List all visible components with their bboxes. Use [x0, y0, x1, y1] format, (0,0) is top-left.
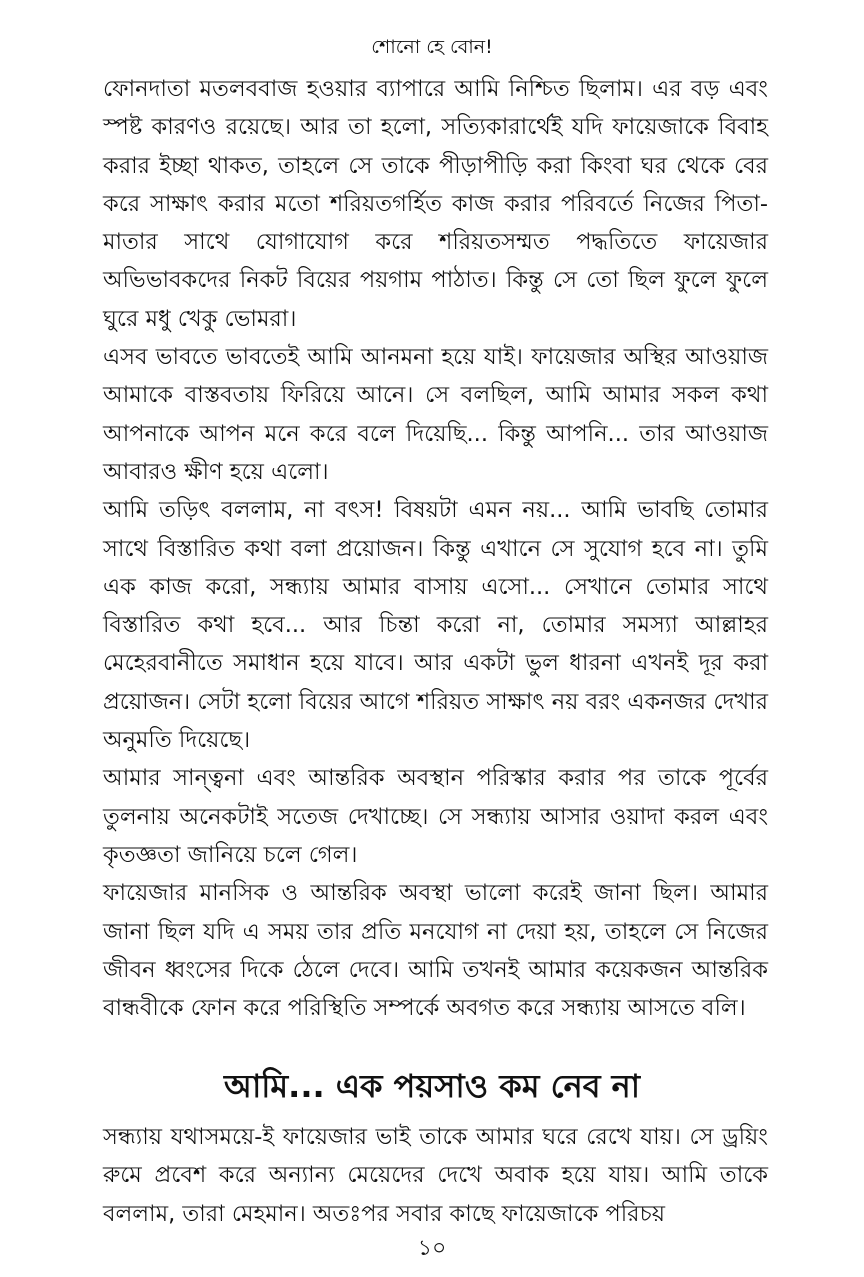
body-text [103, 70, 768, 1027]
page-number: ১০ [417, 1236, 447, 1261]
paragraph: এসব ভাবতে ভাবতেই আমি আনমনা হয়ে যাই। ফায়েজার অস্থির আওয়াজ আমাকে বাস্তবতায় ফিরিয়ে আনে। সে বলছিল, আমি আমার সকল কথা আপনাকে আপন মনে করে বলে দিয়েছি... কিন্তু আপনি... তার আওয়াজ আবারও ক্ষীণ হয়ে এলো। [103, 344, 768, 485]
running-title: শোনো হে বোন! [371, 36, 493, 58]
paragraph: আমি তড়িৎ বললাম, না বৎস! বিষয়টা এমন নয়... আমি ভাবছি তোমার সাথে বিস্তারিত কথা বলা প্রয়োজন। কিন্তু এখানে সে সুযোগ হবে না। তুমি এক কাজ করো, সন্ধ্যায় আমার বাসায় এসো... সেখানে তোমার সাথে বিস্তারিত কথা হবে... আর চিন্তা করো না, তোমার সমস্যা আল্লাহর মেহেরবানীতে সমাধান হয়ে যাবে। আর একটা ভুল ধারনা এখনই দূর করা প্রয়োজন। সেটা হলো বিয়ের আগে শরিয়ত সাক্ষাৎ নয় বরং একনজর দেখার অনুমতি দিয়েছে। [103, 497, 768, 754]
paragraph: ফায়েজার মানসিক ও আন্তরিক অবস্থা ভালো করেই জানা ছিল। আমার জানা ছিল যদি এ সময় তার প্রতি মনযোগ না দেয়া হয়, তাহলে সে নিজের জীবন ধ্বংসের দিকে ঠেলে দেবে। আমি তখনই আমার কয়েকজন আন্তরিক বান্ধবীকে ফোন করে পরিস্থিতি সম্পর্কে অবগত করে সন্ধ্যায় আসতে বলি। [103, 880, 768, 1022]
paragraph: আমার সান্ত্বনা এবং আন্তরিক অবস্থান পরিস্কার করার পর তাকে পূর্বের তুলনায় অনেকটাই সতেজ দেখাচ্ছে। সে সন্ধ্যায় আসার ওয়াদা করল এবং কৃতজ্ঞতা জানিয়ে চলে গেল। [103, 765, 768, 868]
paragraph: সন্ধ্যায় যথাসময়ে-ই ফায়েজার ভাই তাকে আমার ঘরে রেখে যায়। সে ড্রয়িং রুমে প্রবেশ করে অন্যান্য মেয়েদের দেখে অবাক হয়ে যায়। আমি তাকে বললাম, তারা মেহমান। অতঃপর সবার কাছে ফায়েজাকে পরিচয় [103, 1124, 768, 1227]
paragraph: ফোনদাতা মতলববাজ হওয়ার ব্যাপারে আমি নিশ্চিত ছিলাম। এর বড় এবং স্পষ্ট কারণও রয়েছে। আর তা হলো, সত্যিকারার্থেই যদি ফায়েজাকে বিবাহ করার ইচ্ছা থাকত, তাহলে সে তাকে পীড়াপীড়ি করা কিংবা ঘর থেকে বের করে সাক্ষাৎ করার মতো শরিয়তগর্হিত কাজ করার পরিবর্তে নিজের পিতা-মাতার সাথে যোগাযোগ করে শরিয়তসম্মত পদ্ধতিতে ফায়েজার অভিভাবকদের নিকট বিয়ের পয়গাম পাঠাত। কিন্তু সে তো ছিল ফুলে ফুলে ঘুরে মধু খেকু ভোমরা। [103, 76, 768, 332]
section-heading: আমি... এক পয়সাও কম নেব না [223, 1067, 641, 1105]
section-text [103, 1118, 768, 1233]
